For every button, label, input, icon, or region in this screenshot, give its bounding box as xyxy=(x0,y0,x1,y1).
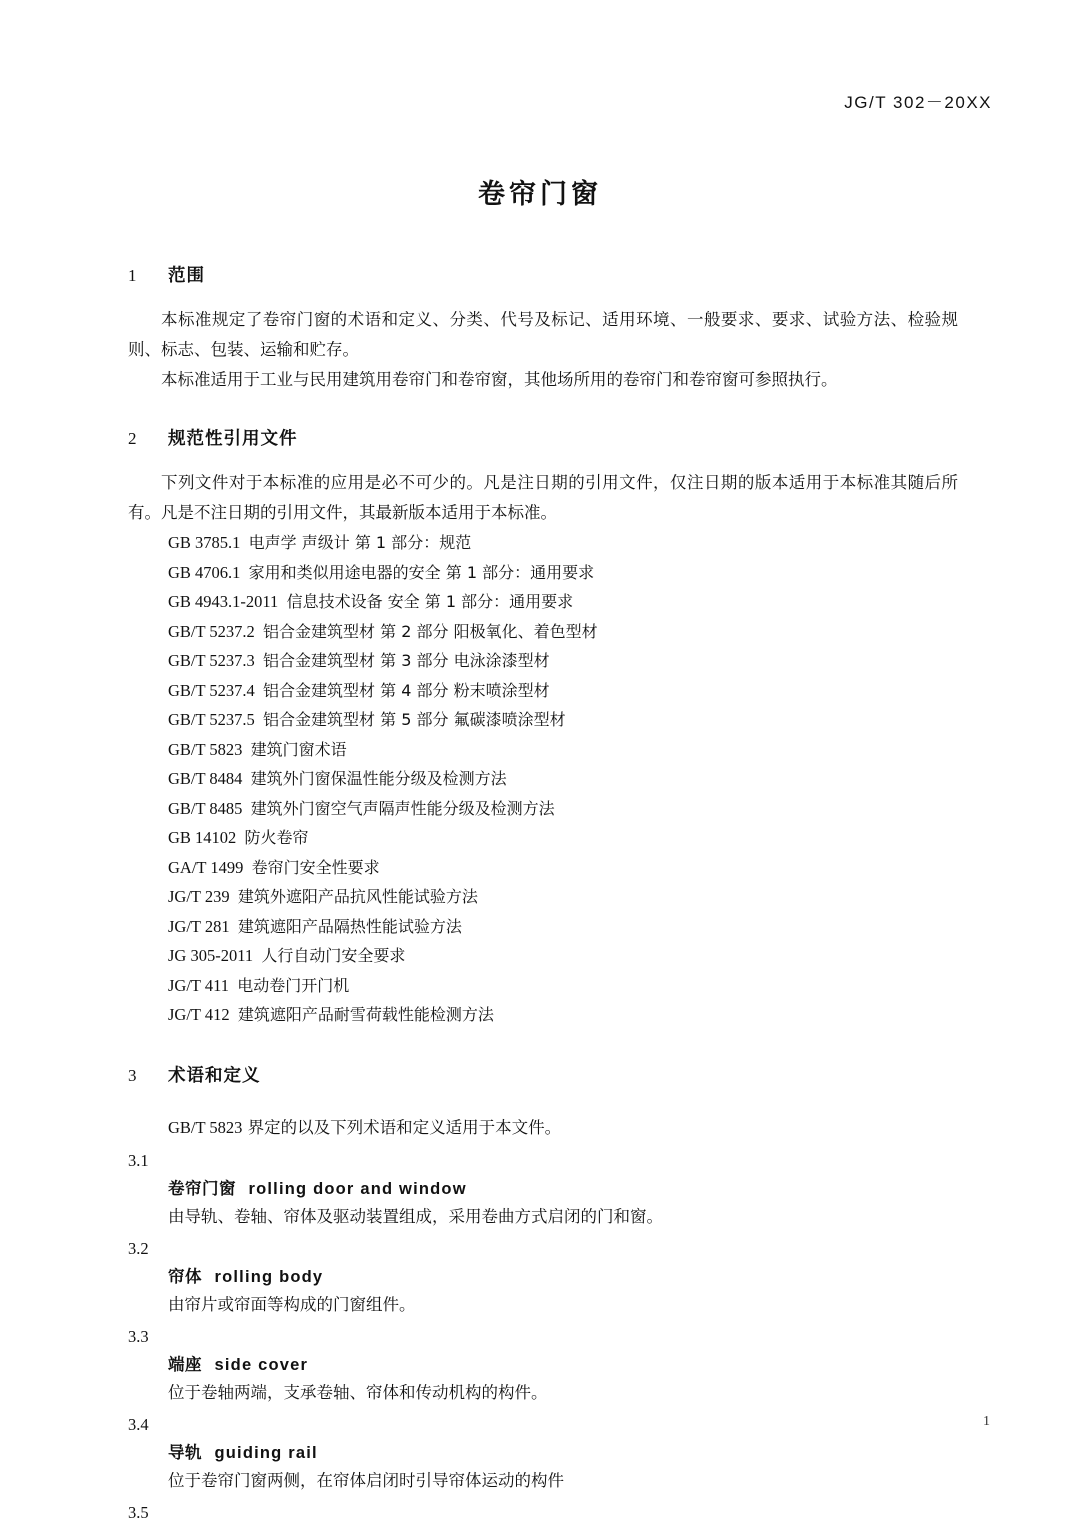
terms-lead-rest: 界定的以及下列术语和定义适用于本文件。 xyxy=(242,1117,562,1137)
term-name xyxy=(128,1439,958,1467)
document-body xyxy=(128,240,958,1527)
term-entry xyxy=(128,1323,958,1407)
reference-code: JG/T 412 xyxy=(168,1005,230,1024)
reference-item xyxy=(128,528,958,558)
standard-code-header: JG/T 302－20XX xyxy=(844,93,992,112)
section-number: 1 xyxy=(128,266,137,285)
reference-code: JG/T 281 xyxy=(168,916,230,936)
term-entry xyxy=(128,1235,958,1319)
section-title: 规范性引用文件 xyxy=(168,429,298,449)
term-number: 3.5 xyxy=(128,1502,149,1522)
reference-name: 建筑外门窗空气声隔声性能分级及检测方法 xyxy=(250,798,555,818)
reference-name: 人行自动门安全要求 xyxy=(261,946,406,965)
reference-item xyxy=(128,617,958,647)
reference-code: JG/T 411 xyxy=(168,975,229,995)
terms-lead-paragraph xyxy=(128,1113,958,1143)
reference-item xyxy=(128,794,958,824)
term-definition: 位于卷轴两端，支承卷轴、帘体和传动机构的构件。 xyxy=(168,1382,548,1402)
reference-item xyxy=(128,941,958,971)
reference-code: GB/T 5237.3 xyxy=(168,651,255,670)
reference-code: GB 14102 xyxy=(168,828,237,847)
reference-item xyxy=(128,705,958,735)
term-entry xyxy=(128,1147,958,1231)
reference-name: 铝合金建筑型材 第 5 部分 氟碳漆喷涂型材 xyxy=(263,710,566,729)
reference-code: GB/T 8484 xyxy=(168,769,243,788)
reference-code: GB/T 5237.4 xyxy=(168,680,255,700)
term-name xyxy=(128,1263,958,1291)
page-number: 1 xyxy=(983,1414,990,1429)
section-heading-2 xyxy=(128,425,958,450)
term-definition: 位于卷帘门窗两侧，在帘体启闭时引导帘体运动的构件 xyxy=(168,1470,564,1490)
reference-name: 电动卷门开门机 xyxy=(237,975,350,995)
reference-item xyxy=(128,646,958,676)
reference-item xyxy=(128,853,958,883)
reference-code: GB/T 8485 xyxy=(168,798,243,818)
term-number: 3.2 xyxy=(128,1238,149,1258)
reference-item xyxy=(128,1000,958,1030)
reference-name: 铝合金建筑型材 第 2 部分 阳极氧化、着色型材 xyxy=(263,621,598,641)
term-name-cn: 卷帘门窗 xyxy=(168,1178,236,1198)
section-title: 范围 xyxy=(168,266,205,286)
reference-code: GB/T 5823 xyxy=(168,739,243,759)
term-name-cn: 帘体 xyxy=(168,1266,202,1286)
reference-code: GB 4706.1 xyxy=(168,562,241,582)
paragraph: 本标准适用于工业与民用建筑用卷帘门和卷帘窗，其他场所用的卷帘门和卷帘窗可参照执行。 xyxy=(161,370,838,389)
reference-item xyxy=(128,735,958,765)
paragraph: 本标准规定了卷帘门窗的术语和定义、分类、代号及标记、适用环境、一般要求、要求、试验方法、检验规则、标志、包装、运输和贮存。 xyxy=(128,310,958,359)
section-title: 术语和定义 xyxy=(168,1065,261,1086)
term-number: 3.3 xyxy=(128,1326,149,1346)
term-number: 3.1 xyxy=(128,1150,149,1170)
section-heading-3 xyxy=(128,1062,958,1087)
reference-item xyxy=(128,971,958,1001)
reference-item xyxy=(128,558,958,588)
reference-code: GB/T 5237.5 xyxy=(168,710,255,729)
term-name xyxy=(128,1351,958,1379)
reference-name: 信息技术设备 安全 第 1 部分：通用要求 xyxy=(286,592,574,611)
reference-name: 家用和类似用途电器的安全 第 1 部分：通用要求 xyxy=(248,562,595,582)
term-name xyxy=(128,1175,958,1203)
reference-item xyxy=(128,676,958,706)
reference-code: GB 4943.1-2011 xyxy=(168,592,279,611)
term-name-cn: 导轨 xyxy=(168,1442,202,1462)
term-definition: 由导轨、卷轴、帘体及驱动装置组成，采用卷曲方式启闭的门和窗。 xyxy=(168,1206,663,1226)
reference-item xyxy=(128,912,958,942)
reference-name: 建筑外门窗保温性能分级及检测方法 xyxy=(250,769,507,788)
term-name-en: guiding rail xyxy=(214,1443,318,1462)
section-number: 2 xyxy=(128,429,137,448)
term-definition: 由帘片或帘面等构成的门窗组件。 xyxy=(168,1294,416,1314)
reference-name: 卷帘门安全性要求 xyxy=(251,857,380,877)
paragraph: 下列文件对于本标准的应用是必不可少的。凡是注日期的引用文件，仅注日期的版本适用于本标准其随后所有。凡是不注日期的引用文件，其最新版本适用于本标准。 xyxy=(128,473,958,522)
term-name-en: rolling body xyxy=(214,1267,324,1286)
reference-name: 电声学 声级计 第 1 部分：规范 xyxy=(248,533,472,552)
document-title: 卷帘门窗 xyxy=(478,179,602,210)
reference-name: 建筑遮阳产品耐雪荷载性能检测方法 xyxy=(237,1005,494,1024)
reference-code: JG 305-2011 xyxy=(168,946,254,965)
reference-code: GA/T 1499 xyxy=(168,857,244,877)
reference-item xyxy=(128,587,958,617)
term-number: 3.4 xyxy=(128,1414,149,1434)
reference-name: 建筑遮阳产品隔热性能试验方法 xyxy=(237,916,462,936)
reference-code: GB/T 5237.2 xyxy=(168,621,255,641)
reference-item xyxy=(128,823,958,853)
normative-references-list xyxy=(128,528,958,1030)
term-name-cn: 端座 xyxy=(168,1354,202,1374)
reference-name: 建筑外遮阳产品抗风性能试验方法 xyxy=(237,887,478,906)
term-name-en: side cover xyxy=(214,1355,309,1374)
term-entry xyxy=(128,1411,958,1495)
referenced-standard: GB/T 5823 xyxy=(168,1117,243,1137)
section-heading-1 xyxy=(128,262,958,287)
reference-name: 铝合金建筑型材 第 3 部分 电泳涂漆型材 xyxy=(263,651,550,670)
reference-item xyxy=(128,882,958,912)
reference-name: 建筑门窗术语 xyxy=(250,739,347,759)
reference-item xyxy=(128,764,958,794)
term-name-en: rolling door and window xyxy=(248,1179,467,1198)
reference-code: GB 3785.1 xyxy=(168,533,241,552)
reference-name: 防火卷帘 xyxy=(244,828,309,847)
reference-name: 铝合金建筑型材 第 4 部分 粉末喷涂型材 xyxy=(263,680,550,700)
section-number: 3 xyxy=(128,1065,137,1085)
reference-code: JG/T 239 xyxy=(168,887,230,906)
term-entry xyxy=(128,1499,958,1527)
